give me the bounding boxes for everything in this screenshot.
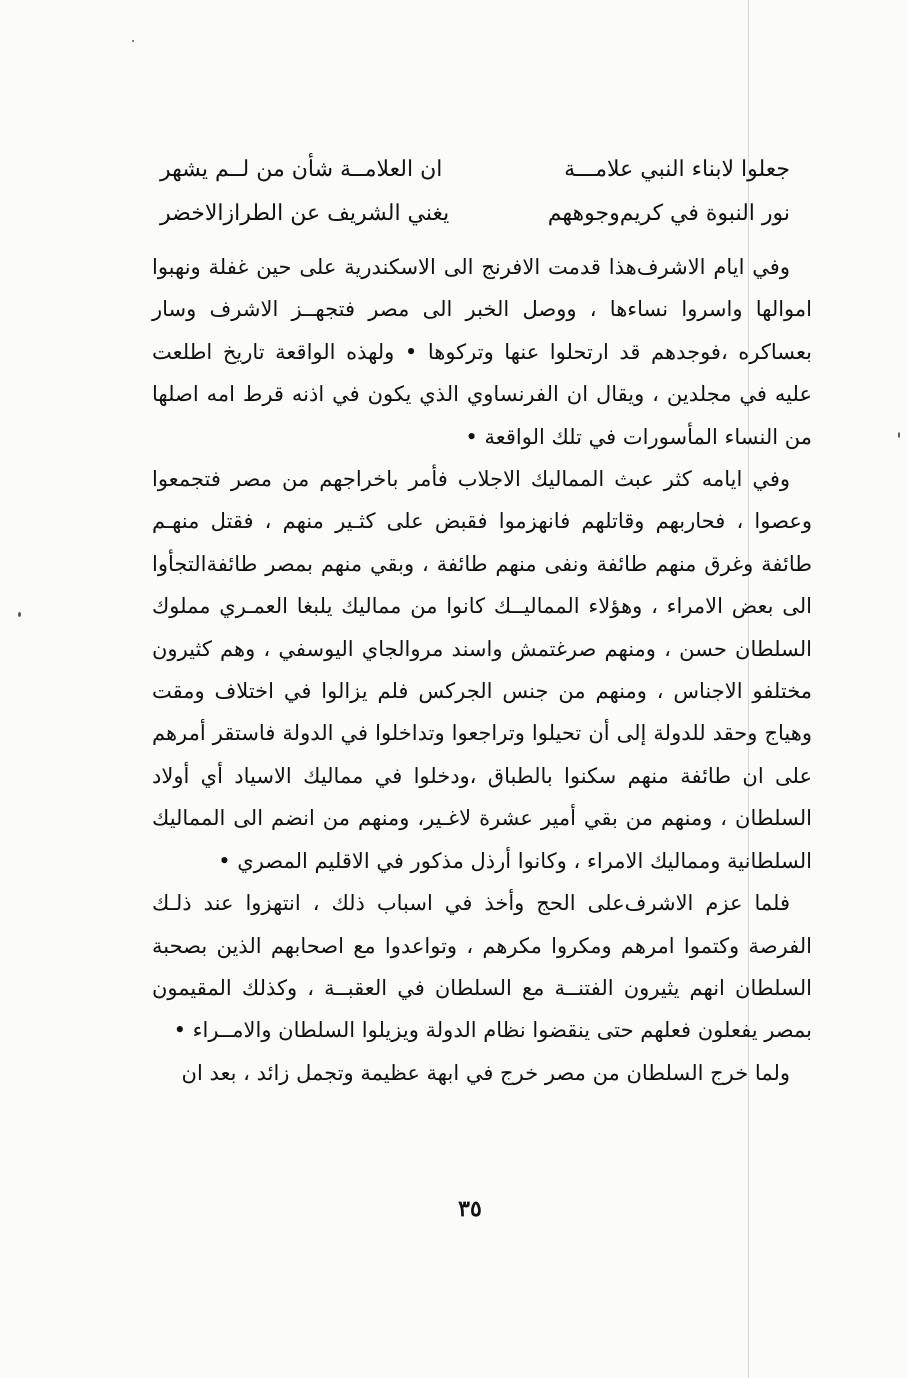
verse-1-second-hemistich: ان العلامــة شأن من لــم يشهر (160, 157, 443, 182)
verse-2-second-hemistich: يغني الشريف عن الطرازالاخضر (160, 201, 450, 226)
paragraph-3: فلما عزم الاشرف‌على الحج وأخذ في اسباب ذلك ، انتهزوا عند ذلـك الفرصة وكتموا امرهم ومكروا مكرهم ، وتواعدوا مع اصحابهم الذين بصحبة السلطان انهم يثيرون الفتنــة مع السلطان في العقبــة ، وكذلك المقيمون بمصر يفعلون فعلهم حتى ينقضوا نظام الدولة ويزيلوا السلطان والامــراء • (152, 891, 812, 1043)
paragraph-2: وفي ايامه كثر عبث المماليك الاجلاب فأمر باخراجهم من مصر فتجمعوا وعصوا ، فحاربهم وقاتلهم فانهزموا فقبض على كثـير منهم ، فقتل منهـم طائفة وغرق منهم طائفة ونفى منهم طائفة ، وبقي منهم بمصر طائفةالتجأوا الى بعض الامراء ، وهؤلاء المماليــك كانوا من مماليك يلبغا العمـري مملوك السلطان حسن ، ومنهم صرغتمش واسند مروالجاي اليوسفي ، وهم كثيرون مختلفو الاجناس ، ومنهم من جنس الجركس فلم يزالوا في اختلاف ومقت وهياج وحقد للدولة إلى أن تحيلوا وتراجعوا وتداخلوا في الدولة فاستقر أمرهم على ان طائفة منهم سكنوا بالطباق ،ودخلوا في مماليك الاسياد أي أولاد السلطان ، ومنهم من بقي أمير عشرة لاغـير، ومنهم من انضم الى المماليك السلطانية ومماليك الامراء ، وكانوا أرذل مذكور في الاقليم المصري • (152, 467, 812, 873)
page-number: ٣٥ (458, 1196, 482, 1222)
body-text (152, 246, 812, 1094)
verse-2-first-hemistich: نور النبوة في كريم‌وجوههم (547, 201, 790, 226)
verse-line-1 (160, 148, 790, 192)
scan-speck (18, 612, 21, 617)
scan-speck (898, 432, 900, 438)
paragraph-1: وفي ايام الاشرف‌هذا قدمت الافرنج الى الاسكندرية على حين غفلة ونهبوا اموالها واسروا نساءها ، ووصل الخبر الى مصر فتجهــز الاشرف وسار بعساكره ،فوجدهم قد ارتحلوا عنها وتركوها • ولهذه الواقعة تاريخ اطلعت عليه في مجلدين ، ويقال ان الفرنساوي الذي يكون في اذنه قرط امه اصلها من النساء المأسورات في تلك الواقعة • (152, 255, 812, 449)
paragraph-4: ولما خرج السلطان من مصر خرج في ابهة عظيمة وتجمل زائد ، بعد ان (181, 1060, 790, 1085)
scan-speck (132, 40, 134, 42)
verse-1-first-hemistich: جعلوا لابناء النبي علامـــة (564, 157, 790, 182)
verse-line-2 (160, 192, 790, 236)
